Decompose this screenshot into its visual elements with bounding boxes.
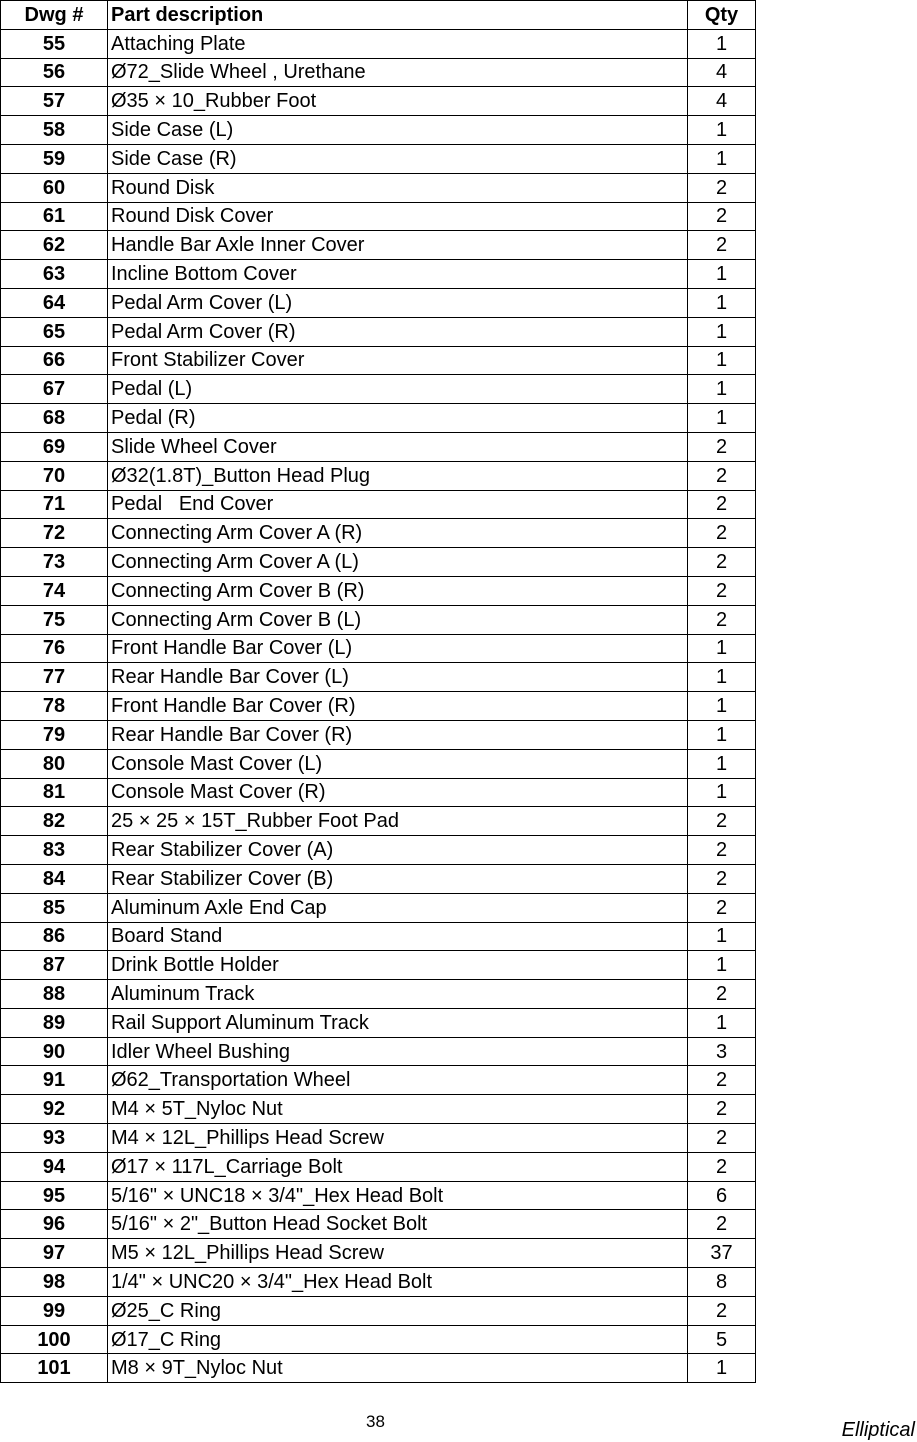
table-row — [1, 864, 756, 893]
table-row — [1, 346, 756, 375]
cell-part-description: Front Handle Bar Cover (R) — [108, 692, 688, 721]
table-row — [1, 432, 756, 461]
cell-quantity: 1 — [688, 260, 756, 289]
table-row — [1, 836, 756, 865]
cell-dwg-number: 90 — [1, 1037, 108, 1066]
cell-quantity: 1 — [688, 663, 756, 692]
cell-part-description: Ø17_C Ring — [108, 1325, 688, 1354]
table-row — [1, 317, 756, 346]
cell-part-description: 5/16" × UNC18 × 3/4"_Hex Head Bolt — [108, 1181, 688, 1210]
cell-dwg-number: 60 — [1, 173, 108, 202]
cell-dwg-number: 100 — [1, 1325, 108, 1354]
cell-dwg-number: 75 — [1, 605, 108, 634]
cell-dwg-number: 97 — [1, 1239, 108, 1268]
cell-dwg-number: 66 — [1, 346, 108, 375]
cell-dwg-number: 71 — [1, 490, 108, 519]
table-row — [1, 980, 756, 1009]
cell-quantity: 2 — [688, 980, 756, 1009]
cell-part-description: Aluminum Track — [108, 980, 688, 1009]
cell-part-description: Ø62_Transportation Wheel — [108, 1066, 688, 1095]
table-row — [1, 461, 756, 490]
cell-quantity: 1 — [688, 404, 756, 433]
cell-part-description: Ø72_Slide Wheel , Urethane — [108, 58, 688, 87]
cell-quantity: 1 — [688, 346, 756, 375]
cell-quantity: 1 — [688, 288, 756, 317]
table-row — [1, 605, 756, 634]
cell-dwg-number: 94 — [1, 1152, 108, 1181]
table-row — [1, 231, 756, 260]
cell-dwg-number: 74 — [1, 576, 108, 605]
table-row — [1, 288, 756, 317]
cell-part-description: Side Case (L) — [108, 116, 688, 145]
table-row — [1, 1124, 756, 1153]
table-row — [1, 519, 756, 548]
cell-part-description: Ø25_C Ring — [108, 1296, 688, 1325]
cell-quantity: 2 — [688, 461, 756, 490]
cell-quantity: 1 — [688, 922, 756, 951]
cell-quantity: 2 — [688, 202, 756, 231]
cell-quantity: 4 — [688, 87, 756, 116]
table-row — [1, 490, 756, 519]
cell-quantity: 2 — [688, 231, 756, 260]
cell-dwg-number: 96 — [1, 1210, 108, 1239]
table-row — [1, 1296, 756, 1325]
cell-dwg-number: 67 — [1, 375, 108, 404]
cell-part-description: Slide Wheel Cover — [108, 432, 688, 461]
cell-part-description: Ø35 × 10_Rubber Foot — [108, 87, 688, 116]
cell-part-description: Console Mast Cover (R) — [108, 778, 688, 807]
header-part-description: Part description — [108, 1, 688, 30]
cell-quantity: 1 — [688, 951, 756, 980]
cell-dwg-number: 65 — [1, 317, 108, 346]
table-row — [1, 404, 756, 433]
cell-dwg-number: 99 — [1, 1296, 108, 1325]
cell-dwg-number: 78 — [1, 692, 108, 721]
cell-dwg-number: 62 — [1, 231, 108, 260]
cell-dwg-number: 58 — [1, 116, 108, 145]
cell-part-description: Handle Bar Axle Inner Cover — [108, 231, 688, 260]
cell-part-description: M8 × 9T_Nyloc Nut — [108, 1354, 688, 1383]
cell-dwg-number: 61 — [1, 202, 108, 231]
table-row — [1, 29, 756, 58]
cell-dwg-number: 55 — [1, 29, 108, 58]
cell-part-description: Ø32(1.8T)_Button Head Plug — [108, 461, 688, 490]
table-row — [1, 1181, 756, 1210]
table-row — [1, 375, 756, 404]
cell-dwg-number: 88 — [1, 980, 108, 1009]
table-row — [1, 1037, 756, 1066]
cell-quantity: 1 — [688, 116, 756, 145]
cell-part-description: Front Stabilizer Cover — [108, 346, 688, 375]
cell-dwg-number: 95 — [1, 1181, 108, 1210]
table-row — [1, 548, 756, 577]
cell-quantity: 1 — [688, 29, 756, 58]
cell-quantity: 1 — [688, 1008, 756, 1037]
table-row — [1, 1095, 756, 1124]
cell-quantity: 2 — [688, 1124, 756, 1153]
cell-part-description: Pedal (R) — [108, 404, 688, 433]
cell-dwg-number: 86 — [1, 922, 108, 951]
cell-quantity: 8 — [688, 1268, 756, 1297]
cell-quantity: 4 — [688, 58, 756, 87]
cell-part-description: Pedal Arm Cover (L) — [108, 288, 688, 317]
cell-dwg-number: 80 — [1, 749, 108, 778]
cell-quantity: 1 — [688, 634, 756, 663]
cell-quantity: 2 — [688, 519, 756, 548]
cell-quantity: 2 — [688, 173, 756, 202]
table-row — [1, 260, 756, 289]
cell-quantity: 2 — [688, 605, 756, 634]
table-row — [1, 116, 756, 145]
cell-dwg-number: 82 — [1, 807, 108, 836]
table-row — [1, 1066, 756, 1095]
cell-quantity: 1 — [688, 692, 756, 721]
cell-dwg-number: 89 — [1, 1008, 108, 1037]
table-row — [1, 1354, 756, 1383]
cell-dwg-number: 63 — [1, 260, 108, 289]
cell-quantity: 2 — [688, 1066, 756, 1095]
cell-quantity: 1 — [688, 720, 756, 749]
table-row — [1, 663, 756, 692]
cell-part-description: Round Disk — [108, 173, 688, 202]
cell-dwg-number: 56 — [1, 58, 108, 87]
cell-dwg-number: 77 — [1, 663, 108, 692]
table-row — [1, 87, 756, 116]
cell-part-description: Connecting Arm Cover A (L) — [108, 548, 688, 577]
cell-part-description: Connecting Arm Cover A (R) — [108, 519, 688, 548]
cell-part-description: M5 × 12L_Phillips Head Screw — [108, 1239, 688, 1268]
cell-dwg-number: 70 — [1, 461, 108, 490]
cell-dwg-number: 57 — [1, 87, 108, 116]
cell-part-description: Rear Stabilizer Cover (A) — [108, 836, 688, 865]
cell-dwg-number: 93 — [1, 1124, 108, 1153]
cell-quantity: 1 — [688, 317, 756, 346]
cell-dwg-number: 76 — [1, 634, 108, 663]
cell-quantity: 2 — [688, 1296, 756, 1325]
table-row — [1, 749, 756, 778]
page-number: 38 — [366, 1412, 385, 1431]
header-dwg-number: Dwg # — [1, 1, 108, 30]
cell-part-description: Rear Handle Bar Cover (L) — [108, 663, 688, 692]
cell-dwg-number: 87 — [1, 951, 108, 980]
cell-quantity: 2 — [688, 893, 756, 922]
table-row — [1, 1152, 756, 1181]
table-row — [1, 1239, 756, 1268]
table-row — [1, 202, 756, 231]
table-row — [1, 58, 756, 87]
cell-dwg-number: 84 — [1, 864, 108, 893]
cell-quantity: 2 — [688, 490, 756, 519]
cell-part-description: Incline Bottom Cover — [108, 260, 688, 289]
cell-quantity: 5 — [688, 1325, 756, 1354]
cell-dwg-number: 81 — [1, 778, 108, 807]
cell-part-description: M4 × 12L_Phillips Head Screw — [108, 1124, 688, 1153]
cell-part-description: Drink Bottle Holder — [108, 951, 688, 980]
cell-dwg-number: 68 — [1, 404, 108, 433]
cell-part-description: Rear Stabilizer Cover (B) — [108, 864, 688, 893]
table-row — [1, 1008, 756, 1037]
document-label: Elliptical — [841, 1419, 915, 1441]
cell-part-description: Ø17 × 117L_Carriage Bolt — [108, 1152, 688, 1181]
cell-quantity: 2 — [688, 864, 756, 893]
table-row — [1, 173, 756, 202]
cell-quantity: 1 — [688, 749, 756, 778]
cell-part-description: Front Handle Bar Cover (L) — [108, 634, 688, 663]
table-row — [1, 576, 756, 605]
table-row — [1, 1325, 756, 1354]
cell-quantity: 2 — [688, 576, 756, 605]
cell-dwg-number: 85 — [1, 893, 108, 922]
table-row — [1, 1268, 756, 1297]
cell-part-description: Console Mast Cover (L) — [108, 749, 688, 778]
cell-quantity: 1 — [688, 778, 756, 807]
cell-quantity: 2 — [688, 432, 756, 461]
cell-dwg-number: 59 — [1, 144, 108, 173]
cell-dwg-number: 83 — [1, 836, 108, 865]
cell-part-description: 1/4" × UNC20 × 3/4"_Hex Head Bolt — [108, 1268, 688, 1297]
cell-part-description: Rail Support Aluminum Track — [108, 1008, 688, 1037]
table-row — [1, 634, 756, 663]
table-row — [1, 778, 756, 807]
cell-quantity: 37 — [688, 1239, 756, 1268]
cell-part-description: 25 × 25 × 15T_Rubber Foot Pad — [108, 807, 688, 836]
cell-part-description: Round Disk Cover — [108, 202, 688, 231]
cell-quantity: 2 — [688, 1210, 756, 1239]
cell-quantity: 2 — [688, 807, 756, 836]
cell-quantity: 2 — [688, 1095, 756, 1124]
cell-quantity: 1 — [688, 375, 756, 404]
cell-quantity: 2 — [688, 836, 756, 865]
cell-quantity: 1 — [688, 144, 756, 173]
table-row — [1, 692, 756, 721]
table-row — [1, 922, 756, 951]
table-row — [1, 720, 756, 749]
table-row — [1, 951, 756, 980]
cell-dwg-number: 64 — [1, 288, 108, 317]
cell-dwg-number: 91 — [1, 1066, 108, 1095]
cell-quantity: 2 — [688, 1152, 756, 1181]
cell-dwg-number: 92 — [1, 1095, 108, 1124]
table-row — [1, 1210, 756, 1239]
cell-dwg-number: 101 — [1, 1354, 108, 1383]
header-quantity: Qty — [688, 1, 756, 30]
cell-part-description: Rear Handle Bar Cover (R) — [108, 720, 688, 749]
cell-dwg-number: 69 — [1, 432, 108, 461]
table-header-row — [1, 1, 756, 30]
cell-part-description: Connecting Arm Cover B (L) — [108, 605, 688, 634]
cell-quantity: 1 — [688, 1354, 756, 1383]
table-row — [1, 807, 756, 836]
cell-part-description: M4 × 5T_Nyloc Nut — [108, 1095, 688, 1124]
cell-part-description: Idler Wheel Bushing — [108, 1037, 688, 1066]
cell-part-description: Pedal (L) — [108, 375, 688, 404]
cell-part-description: Board Stand — [108, 922, 688, 951]
cell-quantity: 3 — [688, 1037, 756, 1066]
cell-part-description: Attaching Plate — [108, 29, 688, 58]
cell-quantity: 2 — [688, 548, 756, 577]
cell-dwg-number: 79 — [1, 720, 108, 749]
cell-part-description: Connecting Arm Cover B (R) — [108, 576, 688, 605]
cell-dwg-number: 72 — [1, 519, 108, 548]
cell-part-description: 5/16" × 2"_Button Head Socket Bolt — [108, 1210, 688, 1239]
cell-part-description: Pedal End Cover — [108, 490, 688, 519]
table-row — [1, 893, 756, 922]
table-row — [1, 144, 756, 173]
cell-dwg-number: 98 — [1, 1268, 108, 1297]
cell-dwg-number: 73 — [1, 548, 108, 577]
cell-part-description: Side Case (R) — [108, 144, 688, 173]
cell-part-description: Aluminum Axle End Cap — [108, 893, 688, 922]
cell-quantity: 6 — [688, 1181, 756, 1210]
cell-part-description: Pedal Arm Cover (R) — [108, 317, 688, 346]
parts-table-body — [1, 29, 756, 1382]
